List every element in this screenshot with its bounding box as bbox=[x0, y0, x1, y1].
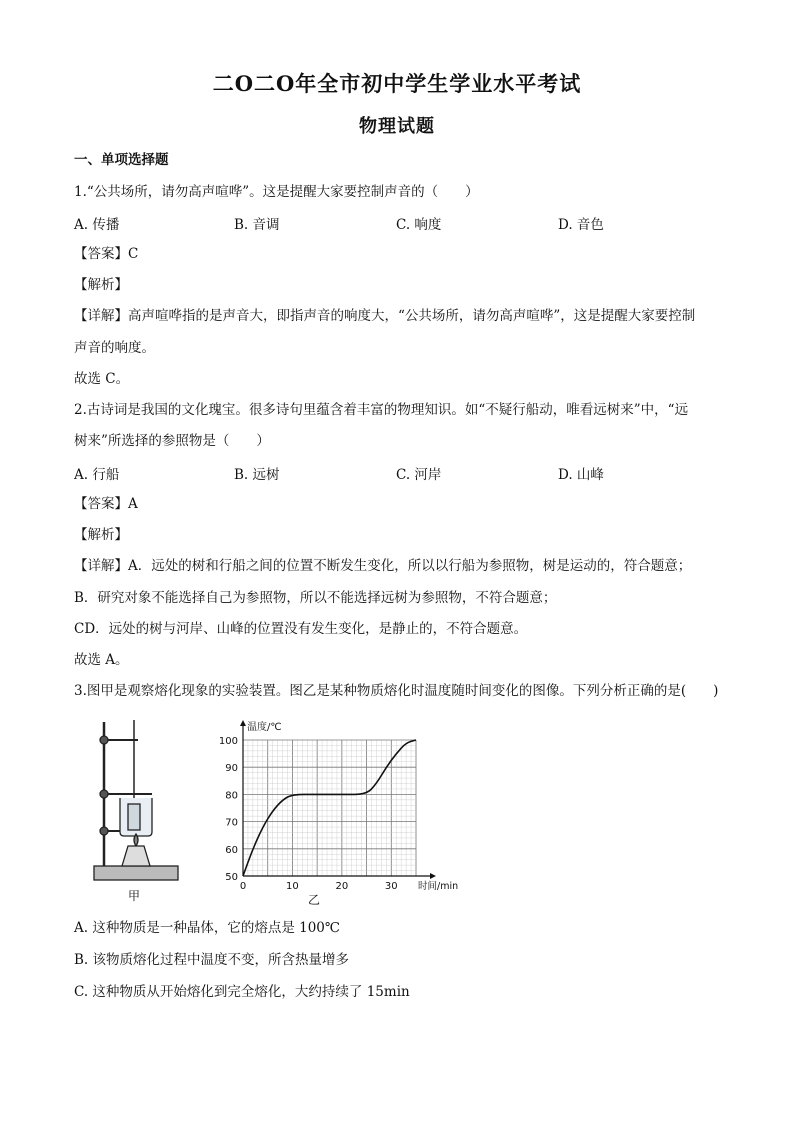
temperature-curve bbox=[243, 740, 416, 876]
temperature-time-graph bbox=[219, 720, 458, 892]
melting-apparatus bbox=[94, 720, 178, 880]
x-tick-label: 10 bbox=[286, 881, 299, 892]
q1-stem: 1.“公共场所，请勿高声喧哗”。这是提醒大家要控制声音的（ ） bbox=[74, 184, 479, 200]
apparatus-clamp-knob-top bbox=[100, 736, 108, 744]
q2-option-d: D. 山峰 bbox=[558, 467, 604, 483]
q2-analysis-label: 【解析】 bbox=[74, 527, 128, 543]
x-axis-arrow bbox=[430, 873, 436, 879]
q2-option-b: B. 远树 bbox=[234, 467, 280, 483]
q1-analysis-label: 【解析】 bbox=[74, 277, 128, 293]
q2-detail-line-1: 【详解】A．远处的树和行船之间的位置不断发生变化，所以以行船为参照物，树是运动的，符合题意； bbox=[74, 558, 692, 574]
q1-option-c: C. 响度 bbox=[396, 217, 442, 233]
y-tick-label: 80 bbox=[225, 790, 238, 802]
x-tick-label: 20 bbox=[335, 881, 349, 892]
q1-option-a: A. 传播 bbox=[74, 217, 120, 233]
q2-stem-line-1: 2.古诗词是我国的文化瑰宝。很多诗句里蕴含着丰富的物理知识。如“不疑行船动，唯看远树来”中，“远 bbox=[74, 402, 689, 418]
q1-conclusion: 故选 C。 bbox=[74, 371, 130, 387]
q1-option-d: D. 音色 bbox=[558, 217, 604, 233]
q2-option-c: C. 河岸 bbox=[396, 467, 442, 483]
apparatus-clamp-knob-bottom bbox=[100, 827, 108, 835]
q1-detail-line-1: 【详解】高声喧哗指的是声音大，即指声音的响度大，“公共场所，请勿高声喧哗”，这是提醒大家要控制 bbox=[74, 308, 696, 324]
apparatus-flame bbox=[134, 834, 138, 846]
figure-label-right: 乙 bbox=[307, 893, 321, 907]
q1-option-b: B. 音调 bbox=[234, 217, 280, 233]
q3-option-a: A. 这种物质是一种晶体，它的熔点是 100℃ bbox=[74, 920, 340, 936]
apparatus-alcohol-lamp bbox=[122, 846, 150, 866]
q2-option-a: A. 行船 bbox=[74, 467, 120, 483]
q1-detail-line-2: 声音的响度。 bbox=[74, 340, 155, 356]
q3-option-b: B. 该物质熔化过程中温度不变，所含热量增多 bbox=[74, 952, 350, 968]
y-tick-label: 60 bbox=[225, 844, 238, 856]
figure-label-left: 甲 bbox=[127, 889, 141, 903]
y-tick-label: 70 bbox=[225, 817, 238, 829]
q3-figure-svg bbox=[88, 714, 468, 914]
q2-detail-line-3: CD．远处的树与河岸、山峰的位置没有发生变化，是静止的，不符合题意。 bbox=[74, 621, 528, 637]
q3-figure bbox=[88, 714, 468, 914]
q2-detail-line-2: B．研究对象不能选择自己为参照物，所以不能选择远树为参照物，不符合题意； bbox=[74, 590, 557, 606]
q2-stem-line-2: 树来”所选择的参照物是（ ） bbox=[74, 433, 270, 449]
q1-answer: 【答案】C bbox=[74, 246, 139, 262]
x-tick-label: 0 bbox=[239, 881, 247, 892]
page-subtitle: 物理试题 bbox=[359, 116, 435, 137]
page-title: 二O二O年全市初中学生学业水平考试 bbox=[212, 71, 582, 96]
x-tick-label: 30 bbox=[384, 881, 398, 892]
y-tick-label: 90 bbox=[225, 763, 238, 775]
apparatus-test-tube bbox=[128, 804, 140, 830]
y-tick-label: 100 bbox=[218, 736, 238, 747]
section-heading: 一、单项选择题 bbox=[74, 152, 169, 168]
y-axis-label: 温度/℃ bbox=[247, 722, 282, 733]
q2-conclusion: 故选 A。 bbox=[74, 652, 129, 668]
q3-option-c: C. 这种物质从开始熔化到完全熔化，大约持续了 15min bbox=[74, 984, 410, 1000]
y-axis-arrow bbox=[240, 720, 246, 726]
q3-stem: 3.图甲是观察熔化现象的实验装置。图乙是某种物质熔化时温度随时间变化的图像。下列分析正确的是( ) bbox=[74, 683, 719, 699]
apparatus-base bbox=[94, 866, 178, 880]
y-tick-label: 50 bbox=[225, 872, 238, 883]
x-axis-label: 时间/min bbox=[418, 881, 459, 892]
q2-answer: 【答案】A bbox=[74, 496, 138, 512]
apparatus-clamp-knob-middle bbox=[100, 790, 108, 798]
